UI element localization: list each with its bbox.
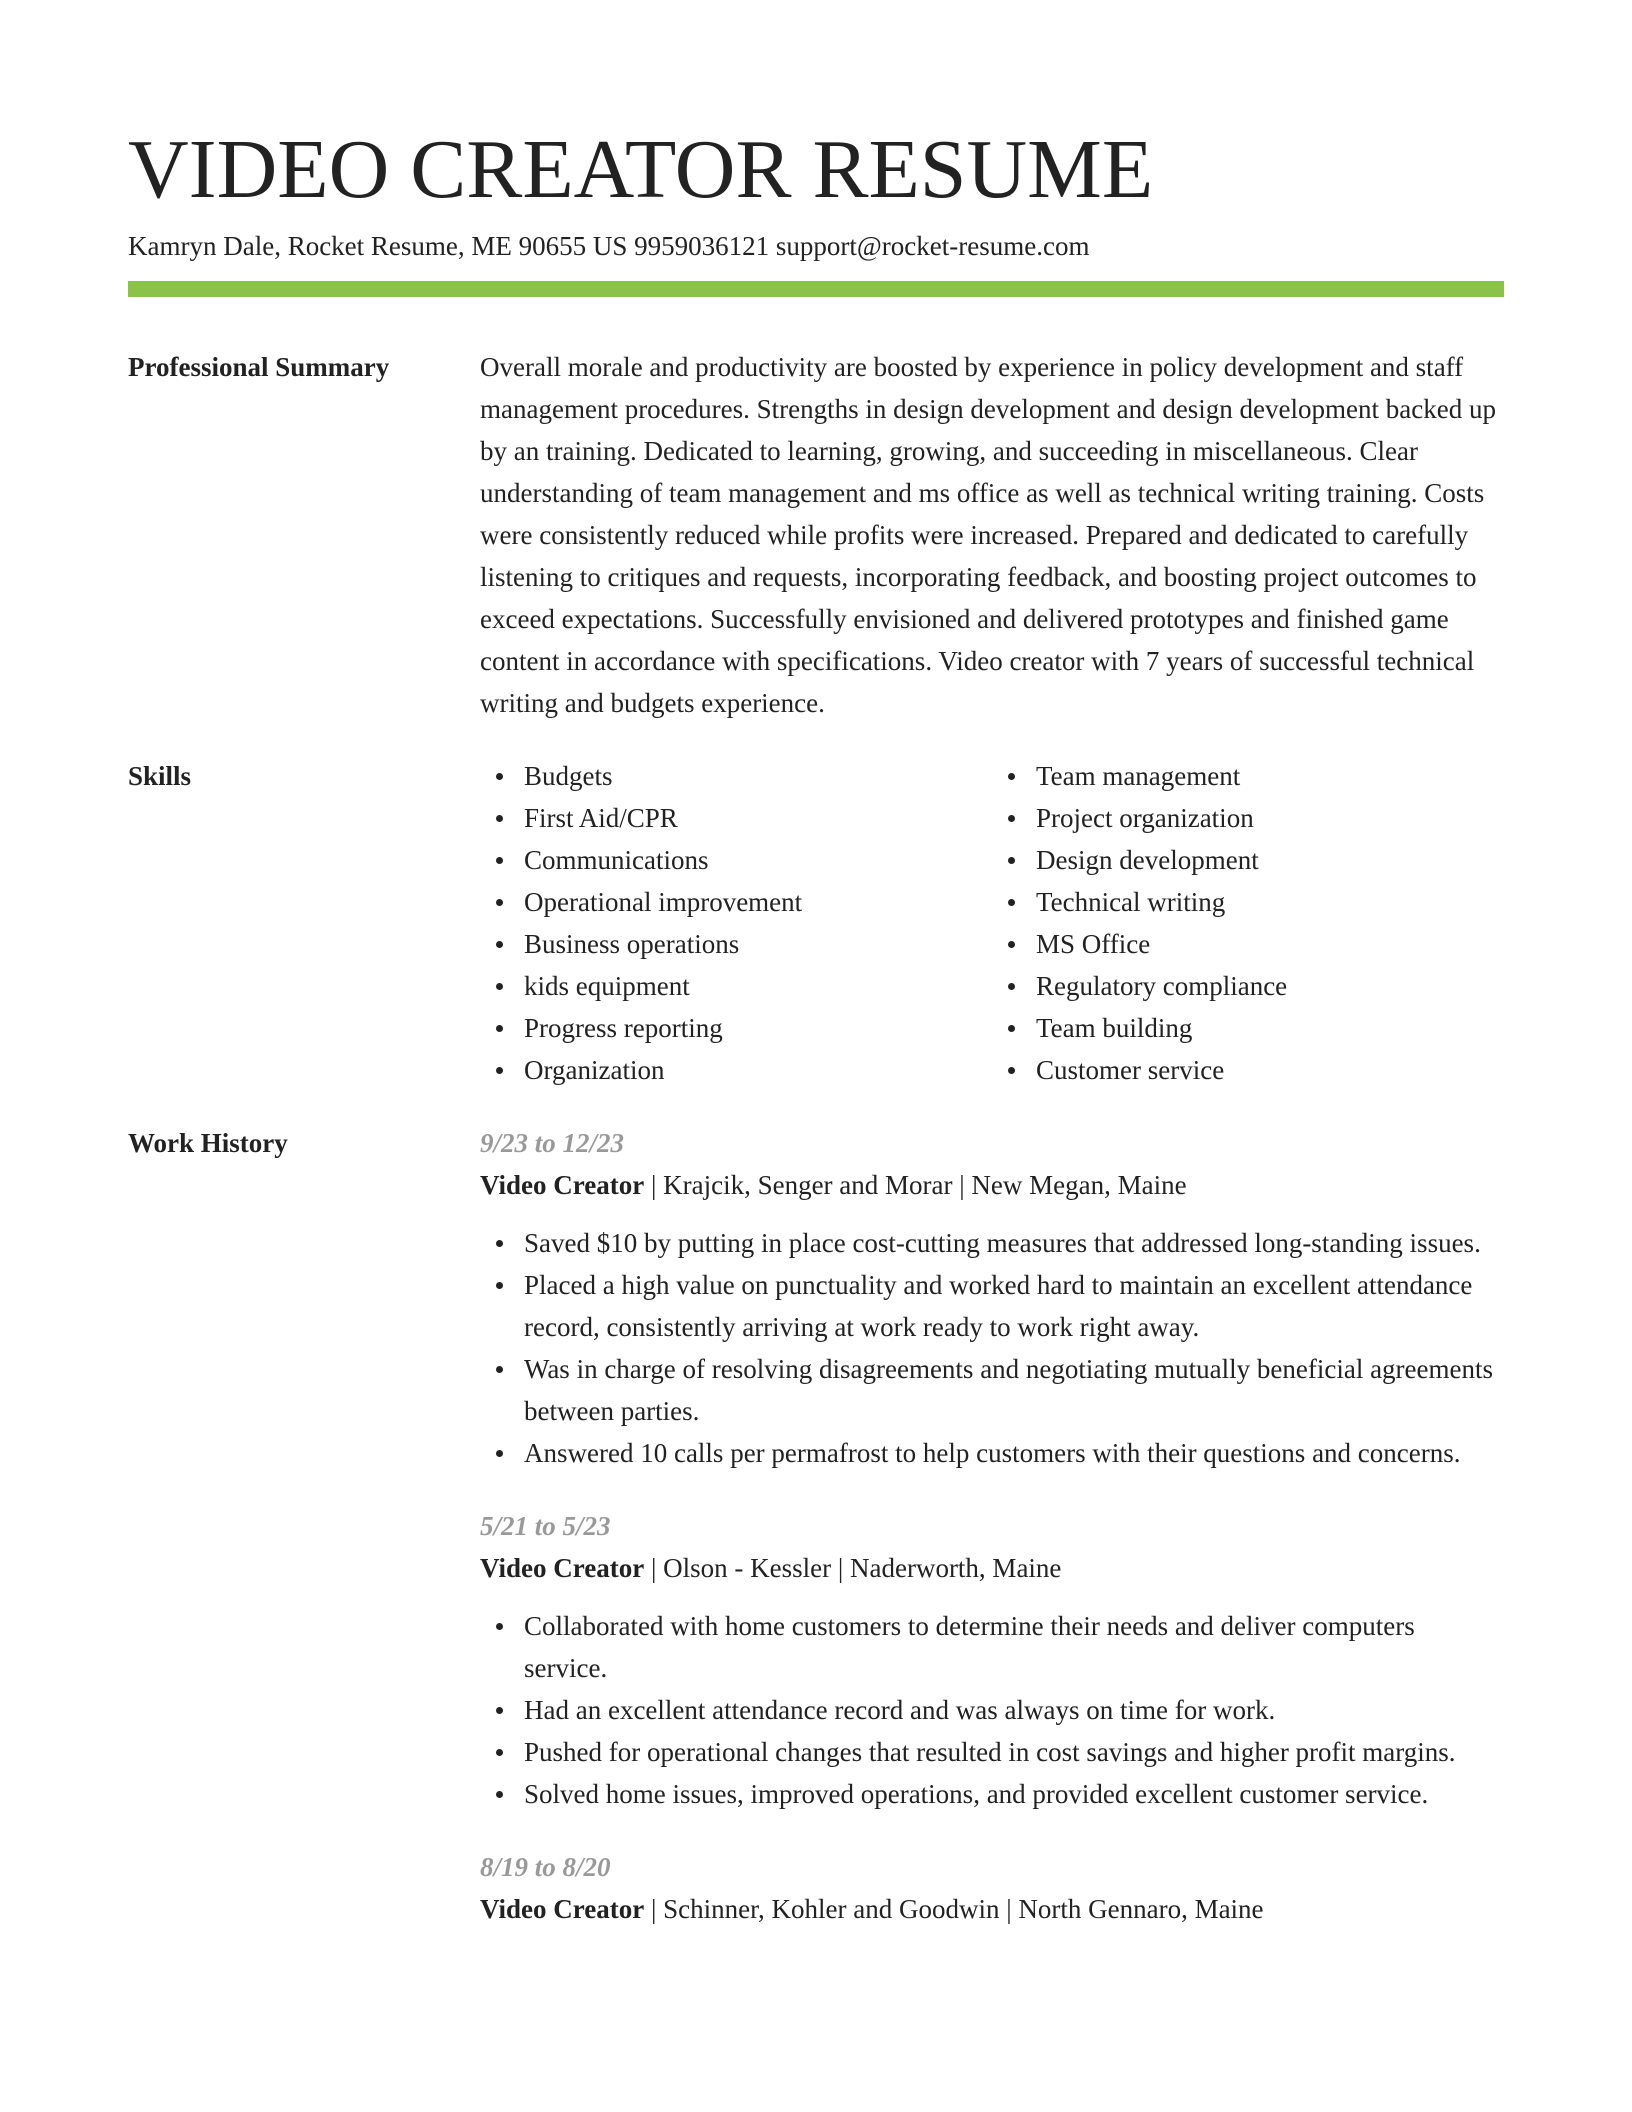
job-dates: 8/19 to 8/20 [480, 1852, 611, 1882]
skill-item: Progress reporting [524, 1007, 992, 1049]
job-title: Video Creator [480, 1553, 645, 1583]
job-entry [480, 1122, 1504, 1474]
skill-item: Organization [524, 1049, 992, 1091]
skills-grid [480, 755, 1504, 1091]
skill-item: Operational improvement [524, 881, 992, 923]
job-bullet: Collaborated with home customers to determine their needs and deliver computers service. [524, 1605, 1504, 1689]
skill-item: Team building [1036, 1007, 1504, 1049]
job-heading [480, 1547, 1504, 1589]
skill-item: Team management [1036, 755, 1504, 797]
job-details: | Schinner, Kohler and Goodwin | North Gennaro, Maine [644, 1894, 1264, 1924]
skill-item: Regulatory compliance [1036, 965, 1504, 1007]
job-bullet: Saved $10 by putting in place cost-cutting measures that addressed long-standing issues. [524, 1222, 1504, 1264]
skill-item: Business operations [524, 923, 992, 965]
job-details: | Olson - Kessler | Naderworth, Maine [644, 1553, 1062, 1583]
job-bullet: Was in charge of resolving disagreements and negotiating mutually beneficial agreements between parties. [524, 1348, 1504, 1432]
job-entry [480, 1505, 1504, 1815]
section-label: Professional Summary [128, 352, 390, 382]
skill-item: Technical writing [1036, 881, 1504, 923]
job-dates: 9/23 to 12/23 [480, 1128, 625, 1158]
job-title: Video Creator [480, 1894, 645, 1924]
skill-item: Design development [1036, 839, 1504, 881]
skill-item: kids equipment [524, 965, 992, 1007]
contact-line: Kamryn Dale, Rocket Resume, ME 90655 US 9959036121 support@rocket-resume.com [128, 231, 1090, 261]
job-heading [480, 1888, 1504, 1930]
job-bullet: Answered 10 calls per permafrost to help customers with their questions and concerns. [524, 1432, 1504, 1474]
accent-divider [128, 281, 1504, 297]
work-history-list [480, 1122, 1504, 1961]
summary-text: Overall morale and productivity are boosted by experience in policy development and staff management procedures. Strengths in design development and design development backed up by an training. Dedicated to learning, growing, and succeeding in miscellaneous. Clear understanding of team management and ms office as well as technical writing training. Costs were consistently reduced while profits were increased. Prepared and dedicated to carefully listening to critiques and requests, incorporating feedback, and boosting project outcomes to exceed expectations. Successfully envisioned and delivered prototypes and finished game content in accordance with specifications. Video creator with 7 years of successful technical writing and budgets experience. [480, 352, 1496, 718]
job-bullet: Placed a high value on punctuality and worked hard to maintain an excellent attendance record, consistently arriving at work ready to work right away. [524, 1264, 1504, 1348]
skills-column-right [992, 755, 1504, 1091]
job-bullet: Had an excellent attendance record and was always on time for work. [524, 1689, 1504, 1731]
skill-item: Project organization [1036, 797, 1504, 839]
section-label: Work History [128, 1128, 288, 1158]
skill-item: MS Office [1036, 923, 1504, 965]
work-history-section [128, 1122, 1504, 1961]
job-entry [480, 1846, 1504, 1930]
job-bullet: Pushed for operational changes that resulted in cost savings and higher profit margins. [524, 1731, 1504, 1773]
professional-summary-section [128, 346, 1504, 724]
resume-page [128, 120, 1504, 1961]
skill-item: First Aid/CPR [524, 797, 992, 839]
skills-section [128, 755, 1504, 1091]
job-heading [480, 1164, 1504, 1206]
skill-item: Customer service [1036, 1049, 1504, 1091]
job-dates: 5/21 to 5/23 [480, 1511, 611, 1541]
skills-column-left [480, 755, 992, 1091]
job-details: | Krajcik, Senger and Morar | New Megan, Maine [644, 1170, 1187, 1200]
section-label: Skills [128, 761, 192, 791]
skill-item: Budgets [524, 755, 992, 797]
job-bullets [480, 1605, 1504, 1815]
job-bullets [480, 1222, 1504, 1474]
skill-item: Communications [524, 839, 992, 881]
job-bullet: Solved home issues, improved operations, and provided excellent customer service. [524, 1773, 1504, 1815]
resume-title: VIDEO CREATOR RESUME [128, 123, 1154, 216]
job-title: Video Creator [480, 1170, 645, 1200]
